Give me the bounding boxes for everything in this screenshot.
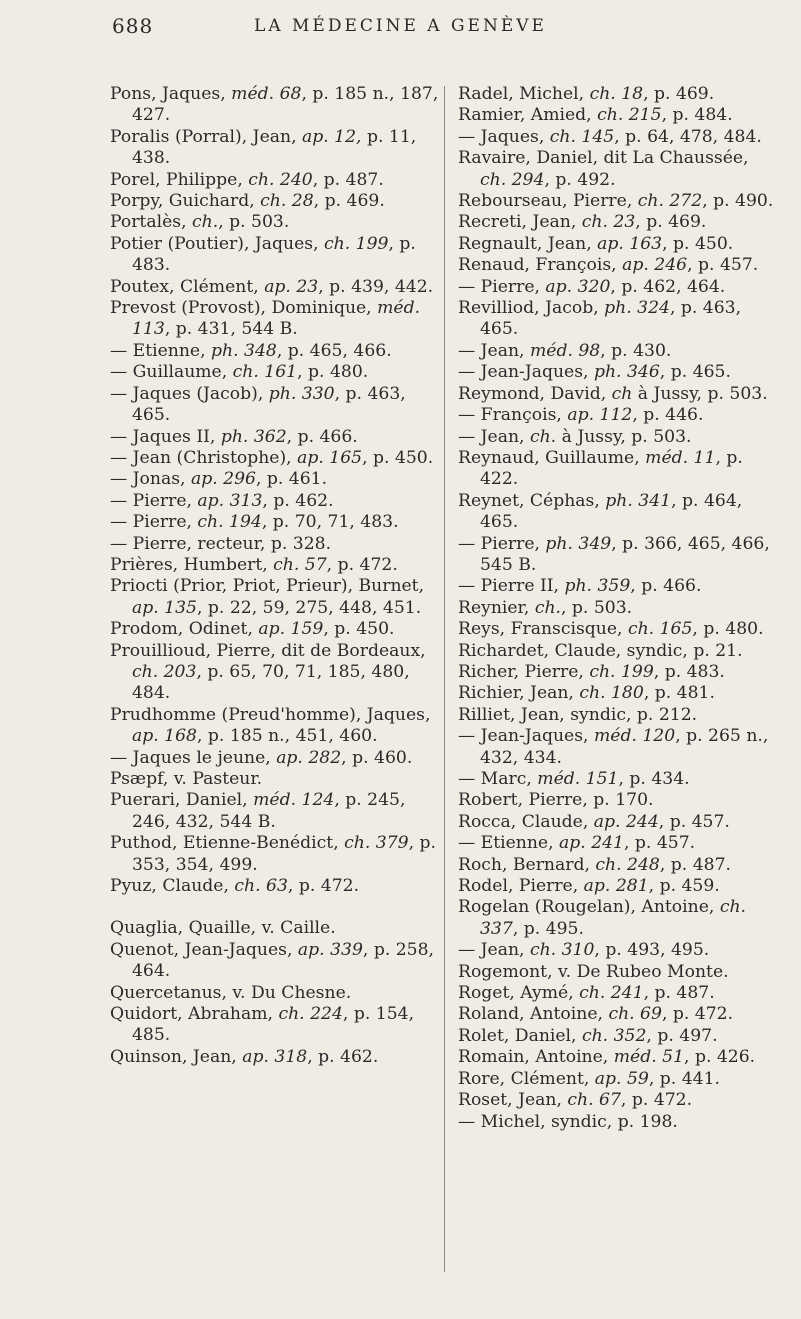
index-entry: Potier (Poutier), Jaques, ch. 199, p. 483. [110,233,416,276]
index-entry: Revilliod, Jacob, ph. 324, p. 463, 465. [458,298,742,340]
index-entry: — François, ap. 112, p. 446. [458,405,704,426]
index-entry: Ravaire, Daniel, dit La Chaussée, ch. 294, p. 492. [458,148,749,190]
index-entry: Quinson, Jean, ap. 318, p. 462. [110,1046,379,1067]
index-entry: Prouillioud, Pierre, dit de Bordeaux, ch. 203, p. 65, 70, 71, 185, 480, 484. [110,640,426,704]
index-entry: Poutex, Clément, ap. 23, p. 439, 442. [110,276,434,297]
index-entry: Rebourseau, Pierre, ch. 272, p. 490. [458,191,774,212]
index-entry: Reynaud, Guillaume, méd. 11, p. 422. [458,447,743,490]
index-column-right [458,84,780,1133]
index-entry: — Etienne, ap. 241, p. 457. [458,833,696,854]
index-entry: Quenot, Jean-Jaques, ap. 339, p. 258, 464. [110,939,435,982]
index-entry: — Jaques (Jacob), ph. 330, p. 463, 465. [110,383,406,426]
index-entry: Quaglia, Quaille, v. Caille. [110,918,336,939]
index-entry: — Marc, méd. 151, p. 434. [458,769,690,789]
index-entry: Roset, Jean, ch. 67, p. 472. [458,1090,693,1111]
index-entry: Ramier, Amied, ch. 215, p. 484. [458,105,733,126]
index-entry: — Pierre, ap. 320, p. 462, 464. [458,276,726,297]
index-entry: Radel, Michel, ch. 18, p. 469. [458,84,715,104]
index-entry: Richier, Jean, ch. 180, p. 481. [458,683,715,704]
index-entry: — Michel, syndic, p. 198. [458,1111,678,1132]
index-entry: Richardet, Claude, syndic, p. 21. [458,640,743,661]
index-entry: Puerari, Daniel, méd. 124, p. 245, 246, 432, 544 B. [110,790,406,832]
index-entry: — Jean (Christophe), ap. 165, p. 450. [110,447,434,468]
index-entry: — Pierre, ph. 349, p. 366, 465, 466, 545 B. [458,533,770,575]
index-entry: Porpy, Guichard, ch. 28, p. 469. [110,191,385,212]
index-entry: — Pierre, recteur, p. 328. [110,533,332,554]
index-entry: — Pierre, ch. 194, p. 70, 71, 483. [110,512,399,533]
index-entry: Renaud, François, ap. 246, p. 457. [458,255,759,276]
index-entry: — Jonas, ap. 296, p. 461. [110,469,328,490]
index-column-left [110,84,440,1068]
index-entry: Rilliet, Jean, syndic, p. 212. [458,704,698,725]
index-entry: Rore, Clément, ap. 59, p. 441. [458,1068,720,1089]
index-entry: Rogemont, v. De Rubeo Monte. [458,961,729,982]
column-divider [444,86,445,1272]
index-entry: Reynet, Céphas, ph. 341, p. 464, 465. [458,490,743,533]
index-entry: — Jean, méd. 98, p. 430. [458,340,672,361]
running-header [0,14,801,44]
index-entry: — Etienne, ph. 348, p. 465, 466. [110,340,392,361]
index-entry: Quercetanus, v. Du Chesne. [110,982,352,1003]
index-entry: Recreti, Jean, ch. 23, p. 469. [458,212,707,233]
index-entry: Poralis (Porral), Jean, ap. 12, p. 11, 438. [110,126,417,169]
index-entry: Reymond, David, ch à Jussy, p. 503. [458,383,768,404]
index-entry: Rocca, Claude, ap. 244, p. 457. [458,811,730,832]
index-entry: Porel, Philippe, ch. 240, p. 487. [110,169,384,190]
index-entry: — Jaques II, ph. 362, p. 466. [110,426,358,447]
index-entry: Richer, Pierre, ch. 199, p. 483. [458,661,725,682]
index-entry: Rogelan (Rougelan), Antoine, ch. 337, p. 495. [458,897,746,939]
index-entry: Rolet, Daniel, ch. 352, p. 497. [458,1025,718,1046]
index-entry: — Jaques, ch. 145, p. 64, 478, 484. [458,126,762,147]
index-entry: — Jean-Jaques, méd. 120, p. 265 n., 432, 434. [458,726,769,768]
index-entry: Psæpf, v. Pasteur. [110,769,263,789]
index-entry: — Jean, ch. 310, p. 493, 495. [458,940,710,961]
index-entry: Roget, Aymé, ch. 241, p. 487. [458,983,715,1004]
index-entry: — Jaques le jeune, ap. 282, p. 460. [110,747,413,768]
index-entry: — Pierre II, ph. 359, p. 466. [458,576,702,597]
index-entry: Reys, Franscisque, ch. 165, p. 480. [458,619,764,640]
index-entry: Prudhomme (Preud'homme), Jaques, ap. 168, p. 185 n., 451, 460. [110,704,431,747]
index-entry: — Pierre, ap. 313, p. 462. [110,490,334,511]
index-entry: — Jean, ch. à Jussy, p. 503. [458,426,692,447]
index-entry: Portalès, ch., p. 503. [110,212,290,233]
index-entry: Reynier, ch., p. 503. [458,597,633,618]
index-entry: Robert, Pierre, p. 170. [458,790,654,811]
index-entry: — Guillaume, ch. 161, p. 480. [110,362,369,383]
index-entry: Pyuz, Claude, ch. 63, p. 472. [110,876,360,897]
index-entry: Roch, Bernard, ch. 248, p. 487. [458,854,731,875]
page-number: 688 [112,14,154,38]
index-entry: Rodel, Pierre, ap. 281, p. 459. [458,876,720,897]
running-title: LA MÉDECINE A GENÈVE [254,16,547,36]
index-entry: Priocti (Prior, Priot, Prieur), Burnet, ap. 135, p. 22, 59, 275, 448, 451. [110,576,425,618]
index-entry: Prodom, Odinet, ap. 159, p. 450. [110,619,395,640]
index-entry: Quidort, Abraham, ch. 224, p. 154, 485. [110,1004,415,1046]
index-entry: Pons, Jaques, méd. 68, p. 185 n., 187, 427. [110,84,439,126]
index-entry: — Jean-Jaques, ph. 346, p. 465. [458,362,731,383]
index-entry: Prevost (Provost), Dominique, méd. 113, p. 431, 544 B. [110,298,421,340]
index-entry: Puthod, Etienne-Benédict, ch. 379, p. 353, 354, 499. [110,833,436,875]
index-entry: Romain, Antoine, méd. 51, p. 426. [458,1047,756,1068]
index-entry: Regnault, Jean, ap. 163, p. 450. [458,233,734,254]
index-entry: Roland, Antoine, ch. 69, p. 472. [458,1004,734,1025]
index-entry: Prières, Humbert, ch. 57, p. 472. [110,554,398,575]
